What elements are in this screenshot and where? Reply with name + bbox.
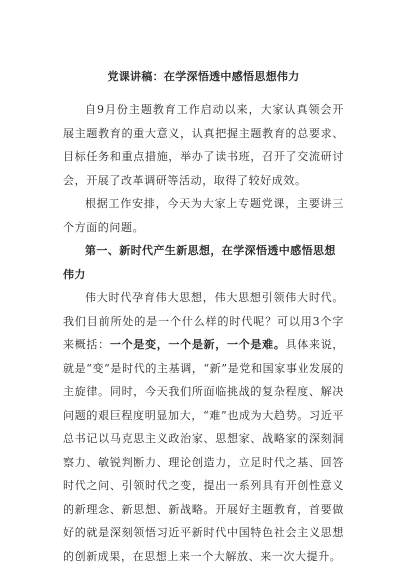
section-one-paragraph <box>63 286 344 568</box>
section-one-bold-text: 一个是变，一个是新，一个是难。 <box>109 338 286 351</box>
agenda-paragraph: 根据工作安排，今天为大家上专题党课，主要讲三个方面的问题。 <box>63 197 344 234</box>
intro-paragraph: 自9月份主题教育工作启动以来，大家认真领会开展主题教育的重大意义，认真把握主题教育的总要求、目标任务和重点措施，举办了读书班，召开了交流研讨会，开展了改革调研等活动，取得了较好成效。 <box>63 103 344 187</box>
document-title: 党课讲稿：在学深悟透中感悟思想伟力 <box>107 70 300 83</box>
section-one-intro-text: 伟大时代孕育伟大思想，伟大思想引领伟大时代。我们目前所处的是一个什么样的时代呢？可以用3个字来概括： <box>63 291 344 351</box>
section-one-heading: 第一、新时代产生新思想，在学深悟透中感悟思想伟力 <box>63 244 336 281</box>
section-one-body-text: 具体来说，就是“变”是时代的主基调，“新”是党和国家事业发展的主旋律。同时，今天我们所面临挑战的复杂程度、解决问题的艰巨程度明显加大，“难”也成为大趋势。习近平总书记以马克思主义政治家、思想家、战略家的深刻洞察力、敏锐判断力、理论创造力，立足时代之基、回答时代之问、引领时代之变，提出一系列具有开创性意义的新理念、新思想、新战略。开展好主题教育，首要做好的就是深刻领悟习近平新时代中国特色社会主义思想的创新成果，在思想上来一个大解放、来一次大提升。 <box>63 338 345 563</box>
